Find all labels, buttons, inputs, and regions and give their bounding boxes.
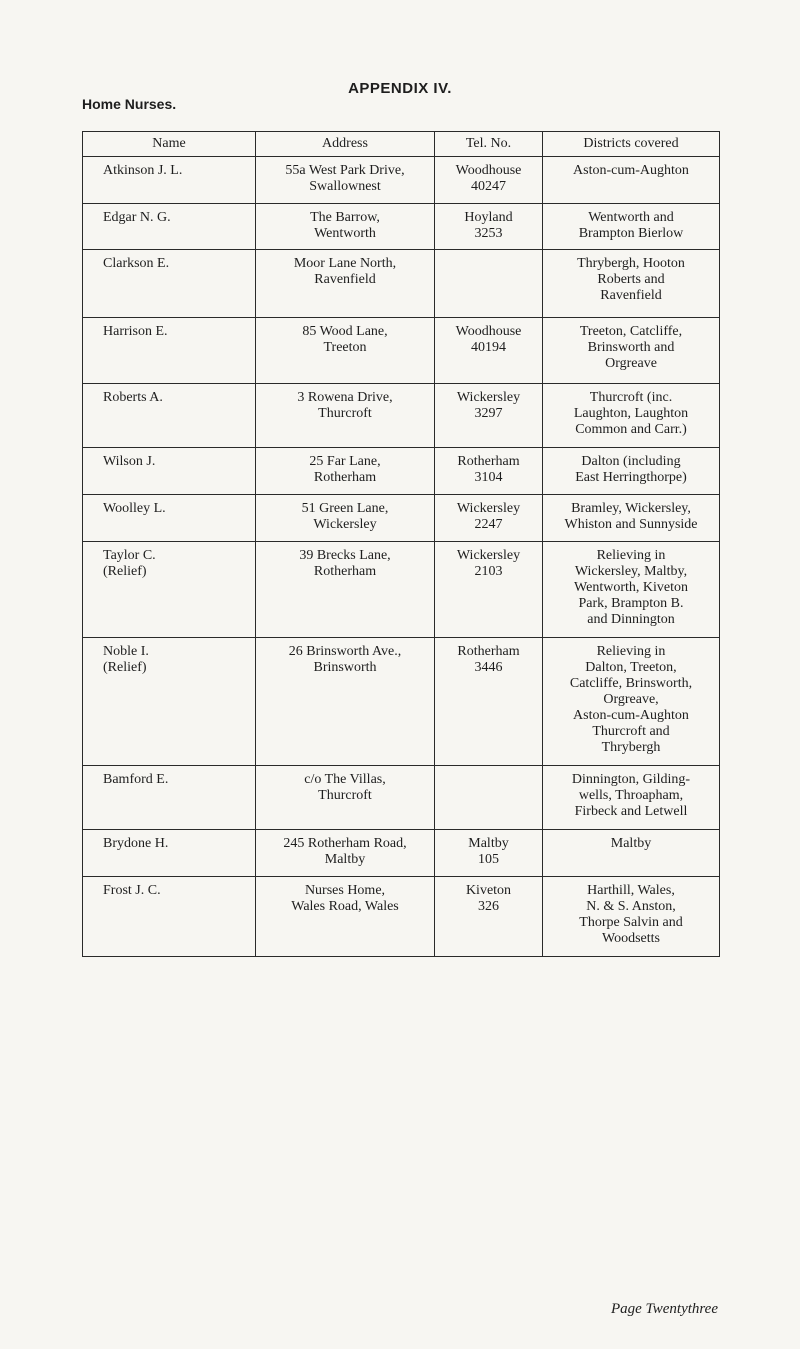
address-cell-line: Treeton bbox=[323, 340, 367, 355]
address-cell-line: Thurcroft bbox=[318, 788, 372, 803]
address-cell bbox=[256, 448, 435, 495]
name-cell bbox=[83, 542, 256, 638]
address-cell bbox=[256, 830, 435, 877]
districts-cell-line: Laughton, Laughton bbox=[573, 406, 689, 421]
name-cell-line: Clarkson E. bbox=[103, 256, 170, 271]
districts-cell-line: Relieving in bbox=[596, 548, 666, 563]
address-cell-line: Rotherham bbox=[313, 470, 377, 485]
name-cell bbox=[83, 638, 256, 766]
table-row bbox=[83, 542, 720, 638]
tel-cell bbox=[435, 204, 543, 250]
districts-cell-line: Dalton, Treeton, bbox=[585, 660, 677, 675]
districts-cell-line: Orgreave, bbox=[603, 692, 659, 707]
table-row bbox=[83, 495, 720, 542]
address-cell bbox=[256, 877, 435, 957]
districts-cell-line: Catcliffe, Brinsworth, bbox=[569, 676, 693, 691]
districts-cell-line: Whiston and Sunnyside bbox=[564, 517, 698, 532]
section-title: Home Nurses. bbox=[82, 96, 177, 112]
address-cell-line: 245 Rotherham Road, bbox=[283, 836, 407, 851]
districts-cell bbox=[543, 638, 720, 766]
address-cell bbox=[256, 204, 435, 250]
address-cell-line: Wickersley bbox=[313, 517, 377, 532]
address-cell-line: Brinsworth bbox=[313, 660, 377, 675]
home-nurses-table bbox=[82, 131, 720, 957]
tel-cell-line: 3104 bbox=[474, 470, 503, 485]
address-cell bbox=[256, 766, 435, 830]
table-body bbox=[83, 157, 720, 957]
tel-cell bbox=[435, 448, 543, 495]
name-cell-line: Noble I. bbox=[103, 644, 149, 659]
tel-cell bbox=[435, 877, 543, 957]
address-cell bbox=[256, 542, 435, 638]
address-cell bbox=[256, 638, 435, 766]
table-row bbox=[83, 204, 720, 250]
districts-cell-line: and Dinnington bbox=[587, 612, 675, 627]
address-cell-line: Ravenfield bbox=[314, 272, 376, 287]
name-cell bbox=[83, 448, 256, 495]
tel-cell bbox=[435, 495, 543, 542]
districts-cell-line: N. & S. Anston, bbox=[586, 899, 676, 914]
districts-cell-line: Wentworth, Kiveton bbox=[574, 580, 688, 595]
name-cell bbox=[83, 384, 256, 448]
districts-cell-line: Thurcroft (inc. bbox=[589, 390, 673, 405]
districts-cell bbox=[543, 318, 720, 384]
table-row bbox=[83, 877, 720, 957]
name-cell-line: Edgar N. G. bbox=[103, 210, 171, 225]
name-cell bbox=[83, 318, 256, 384]
address-cell bbox=[256, 495, 435, 542]
districts-cell-line: Thrybergh bbox=[601, 740, 661, 755]
districts-cell bbox=[543, 495, 720, 542]
tel-cell-line: 2103 bbox=[474, 564, 503, 579]
table-row bbox=[83, 250, 720, 318]
tel-cell-line: Rotherham bbox=[457, 454, 520, 469]
districts-cell-line: Harthill, Wales, bbox=[587, 883, 675, 898]
districts-cell-line: Treeton, Catcliffe, bbox=[579, 324, 683, 339]
districts-cell-line: Park, Brampton B. bbox=[578, 596, 684, 611]
tel-cell-line: Wickersley bbox=[456, 548, 521, 563]
districts-cell-line: wells, Throapham, bbox=[578, 788, 684, 803]
districts-cell-line: Dinnington, Gilding- bbox=[571, 772, 691, 787]
column-header-address: Address bbox=[256, 132, 435, 157]
districts-cell-line: Roberts and bbox=[597, 272, 665, 287]
address-cell-line: 25 Far Lane, bbox=[309, 454, 381, 469]
districts-cell-line: Thurcroft and bbox=[592, 724, 670, 739]
address-cell-line: Moor Lane North, bbox=[293, 256, 397, 271]
tel-cell bbox=[435, 542, 543, 638]
address-cell-line: Thurcroft bbox=[318, 406, 372, 421]
districts-cell-line: Aston-cum-Aughton bbox=[573, 163, 689, 178]
address-cell-line: 39 Brecks Lane, bbox=[299, 548, 391, 563]
districts-cell bbox=[543, 542, 720, 638]
districts-cell bbox=[543, 157, 720, 204]
address-cell bbox=[256, 157, 435, 204]
tel-cell-line: Maltby bbox=[468, 836, 509, 851]
tel-cell-line: Kiveton bbox=[465, 883, 512, 898]
name-cell-line: Bamford E. bbox=[103, 772, 169, 787]
districts-cell bbox=[543, 204, 720, 250]
districts-cell-line: Thrybergh, Hooton bbox=[577, 256, 685, 271]
districts-cell-line: Woodsetts bbox=[602, 931, 660, 946]
table-row bbox=[83, 318, 720, 384]
name-cell-line: Wilson J. bbox=[103, 454, 156, 469]
address-cell-line: Nurses Home, bbox=[304, 883, 386, 898]
tel-cell-line: 3446 bbox=[474, 660, 503, 675]
name-cell bbox=[83, 157, 256, 204]
appendix-heading: APPENDIX IV. bbox=[348, 80, 452, 97]
tel-cell bbox=[435, 830, 543, 877]
address-cell-line: 85 Wood Lane, bbox=[302, 324, 388, 339]
tel-cell-line: Woodhouse bbox=[455, 163, 522, 178]
districts-cell-line: Aston-cum-Aughton bbox=[573, 708, 689, 723]
name-cell-line: Atkinson J. L. bbox=[103, 163, 183, 178]
address-cell-line: 51 Green Lane, bbox=[301, 501, 389, 516]
districts-cell-line: Thorpe Salvin and bbox=[579, 915, 683, 930]
districts-cell-line: Bramley, Wickersley, bbox=[571, 501, 691, 516]
districts-cell bbox=[543, 384, 720, 448]
address-cell-line: 55a West Park Drive, bbox=[285, 163, 405, 178]
name-cell bbox=[83, 830, 256, 877]
districts-cell-line: Wickersley, Maltby, bbox=[574, 564, 688, 579]
address-cell-line: c/o The Villas, bbox=[304, 772, 386, 787]
name-cell bbox=[83, 250, 256, 318]
address-cell-line: Wales Road, Wales bbox=[291, 899, 399, 914]
name-cell bbox=[83, 766, 256, 830]
table-row bbox=[83, 157, 720, 204]
tel-cell-line: Wickersley bbox=[456, 390, 521, 405]
name-cell bbox=[83, 495, 256, 542]
tel-cell-line: 3253 bbox=[474, 226, 503, 241]
tel-cell-line: 40247 bbox=[471, 179, 506, 194]
address-cell bbox=[256, 250, 435, 318]
name-cell-line: Roberts A. bbox=[103, 390, 163, 405]
name-cell bbox=[83, 877, 256, 957]
tel-cell-line: 326 bbox=[478, 899, 499, 914]
table-row bbox=[83, 384, 720, 448]
address-cell-line: Wentworth bbox=[314, 226, 376, 241]
tel-cell-line: Wickersley bbox=[456, 501, 521, 516]
tel-cell-line: Woodhouse bbox=[455, 324, 522, 339]
districts-cell-line: Relieving in bbox=[596, 644, 666, 659]
districts-cell-line: Dalton (including bbox=[581, 454, 681, 469]
address-cell-line: Rotherham bbox=[313, 564, 377, 579]
districts-cell bbox=[543, 830, 720, 877]
name-cell-line: (Relief) bbox=[103, 564, 147, 579]
districts-cell-line: East Herringthorpe) bbox=[575, 470, 687, 485]
districts-cell bbox=[543, 448, 720, 495]
address-cell-line: Swallownest bbox=[309, 179, 381, 194]
districts-cell-line: Wentworth and bbox=[588, 210, 674, 225]
address-cell-line: 3 Rowena Drive, bbox=[297, 390, 393, 405]
table-row bbox=[83, 830, 720, 877]
table-row bbox=[83, 638, 720, 766]
name-cell-line: Taylor C. bbox=[103, 548, 156, 563]
tel-cell bbox=[435, 318, 543, 384]
districts-cell-line: Brampton Bierlow bbox=[578, 226, 684, 241]
tel-cell-line: 3297 bbox=[474, 406, 503, 421]
tel-cell-line: 40194 bbox=[471, 340, 506, 355]
districts-cell-line: Brinsworth and bbox=[587, 340, 675, 355]
address-cell bbox=[256, 384, 435, 448]
name-cell-line: Harrison E. bbox=[103, 324, 168, 339]
districts-cell bbox=[543, 250, 720, 318]
districts-cell-line: Orgreave bbox=[605, 356, 657, 371]
tel-cell-line: Hoyland bbox=[464, 210, 513, 225]
districts-cell bbox=[543, 766, 720, 830]
tel-cell bbox=[435, 766, 543, 830]
tel-cell bbox=[435, 250, 543, 318]
column-header-name: Name bbox=[83, 132, 256, 157]
table-row bbox=[83, 448, 720, 495]
table-header-row bbox=[83, 132, 720, 157]
tel-cell bbox=[435, 157, 543, 204]
address-cell bbox=[256, 318, 435, 384]
name-cell-line: Frost J. C. bbox=[103, 883, 161, 898]
tel-cell bbox=[435, 638, 543, 766]
name-cell-line: Brydone H. bbox=[103, 836, 169, 851]
tel-cell-line: 2247 bbox=[474, 517, 503, 532]
districts-cell-line: Maltby bbox=[610, 836, 652, 851]
tel-cell-line: Rotherham bbox=[457, 644, 520, 659]
table-row bbox=[83, 766, 720, 830]
page-number: Page Twentythree bbox=[610, 1301, 718, 1317]
tel-cell-line: 105 bbox=[478, 852, 499, 867]
districts-cell-line: Common and Carr.) bbox=[575, 422, 687, 437]
column-header-districts: Districts covered bbox=[543, 132, 720, 157]
districts-cell-line: Firbeck and Letwell bbox=[574, 804, 688, 819]
address-cell-line: Maltby bbox=[324, 852, 366, 867]
tel-cell bbox=[435, 384, 543, 448]
address-cell-line: The Barrow, bbox=[310, 210, 380, 225]
address-cell-line: 26 Brinsworth Ave., bbox=[288, 644, 402, 659]
districts-cell-line: Ravenfield bbox=[600, 288, 662, 303]
name-cell-line: (Relief) bbox=[103, 660, 147, 675]
column-header-tel: Tel. No. bbox=[435, 132, 543, 157]
name-cell-line: Woolley L. bbox=[103, 501, 166, 516]
name-cell bbox=[83, 204, 256, 250]
districts-cell bbox=[543, 877, 720, 957]
